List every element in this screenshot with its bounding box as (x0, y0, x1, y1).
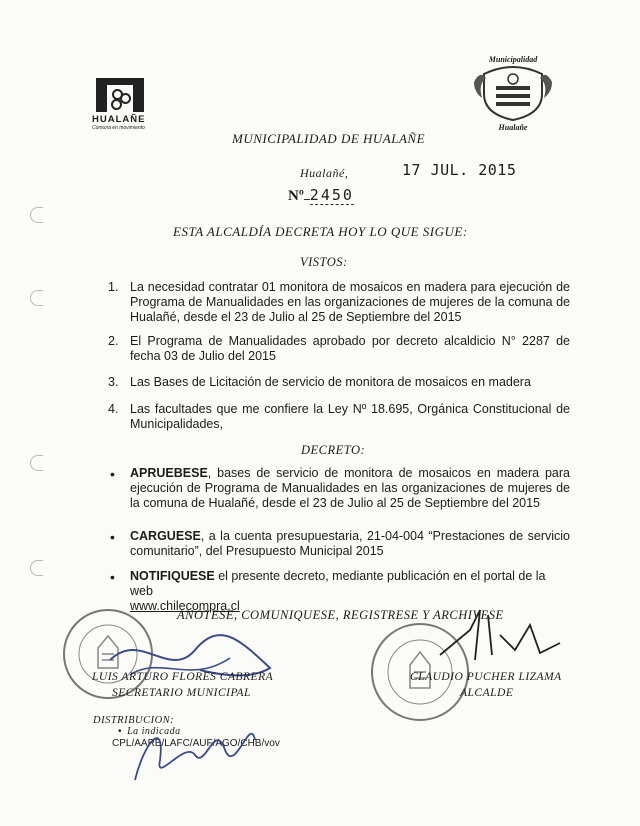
chilecompra-link[interactable]: www.chilecompra.cl (130, 599, 240, 613)
punch-hole (30, 455, 43, 471)
vistos-item: El Programa de Manualidades aprobado por decreto alcaldicio N° 2287 de fecha 03 de Julio del 2015 (130, 334, 570, 363)
place: Hualañé, (300, 166, 349, 180)
distribution-title: DISTRIBUCION: (93, 715, 175, 726)
vistos-title: VISTOS: (300, 255, 348, 269)
secretary-name: LUIS ARTURO FLORES CABRERA (92, 671, 274, 683)
decreto-text: , bases de servicio de monitora de mosaicos en madera para ejecución de Programa de Manualidades en las organizaciones de mujeres de la comuna de Hualañé, desde el 23 de Julio al 25 de Septiembre del 2015 (130, 466, 570, 510)
coat-of-arms (470, 55, 556, 135)
decreto-text: el presente decreto, mediante publicación en el portal de la web (130, 569, 546, 598)
vistos-item: Las facultades que me confiere la Ley Nº 18.695, Orgánica Constitucional de Municipalidades, (130, 402, 570, 431)
decreto-text: , a la cuenta presupuestaria, 21-04-004 “Prestaciones de servicio comunitario”, del Presupuesto Municipal 2015 (130, 529, 570, 558)
shield-icon (470, 64, 556, 122)
coat-of-arms-top-label: Municipalidad (488, 55, 538, 64)
mayor-signature (430, 605, 570, 675)
decreto-verb: CARGUESE (130, 529, 201, 543)
closing-statement: ANOTESE, COMUNIQUESE, REGISTRESE Y ARCHIVESE (177, 608, 504, 622)
punch-hole (30, 560, 43, 576)
distribution-signature (125, 700, 275, 790)
vistos-item-number: 1. (108, 280, 119, 294)
decreto-item (130, 466, 570, 511)
decree-number (288, 186, 354, 205)
logo-tagline: Comuna en movimiento (92, 125, 145, 131)
number-value: 2450 (309, 186, 354, 204)
distribution-item-text: La indicada (127, 726, 181, 737)
logo-name: HUALAÑE (92, 114, 146, 125)
hualane-h-mark-icon (96, 78, 144, 112)
decreto-verb: APRUEBESE (130, 466, 208, 480)
bullet-icon: • (118, 726, 128, 737)
municipality-title: MUNICIPALIDAD DE HUALAÑE (232, 131, 426, 146)
bullet-icon: • (110, 529, 115, 545)
decreto-verb: NOTIFIQUESE (130, 569, 215, 583)
vistos-item: La necesidad contratar 01 monitora de mosaicos en madera para ejecución de Programa de Manualidades en las organizaciones de mujeres de la comuna de Hualañé, desde el 23 de Julio al 25 de Septiembre del 2015 (130, 280, 570, 324)
decree-date: 17 JUL. 2015 (402, 161, 517, 179)
distribution-initials: CPL/AARB/LAFC/AUF/AGO/CHB/vov (112, 738, 280, 749)
mayor-name: CLAUDIO PUCHER LIZAMA (410, 671, 562, 683)
punch-hole (30, 290, 43, 306)
bullet-icon: • (110, 569, 115, 585)
bullet-icon: • (110, 466, 115, 482)
secretary-role: SECRETARIO MUNICIPAL (112, 687, 251, 699)
vistos-item: Las Bases de Licitación de servicio de monitora de mosaicos en madera (130, 375, 531, 389)
vistos-item-number: 3. (108, 375, 119, 389)
vistos-item-number: 4. (108, 402, 119, 416)
number-prefix: Nº (288, 188, 304, 204)
decreto-title: DECRETO: (301, 443, 366, 457)
coat-of-arms-bottom-label: Hualañe (498, 123, 528, 132)
vistos-item-number: 2. (108, 334, 119, 348)
intro-statement: ESTA ALCALDÍA DECRETA HOY LO QUE SIGUE: (173, 224, 468, 239)
hualane-logo (92, 78, 162, 131)
mayor-role: ALCALDE (460, 687, 514, 699)
punch-hole (30, 207, 43, 223)
decreto-item (130, 529, 570, 559)
